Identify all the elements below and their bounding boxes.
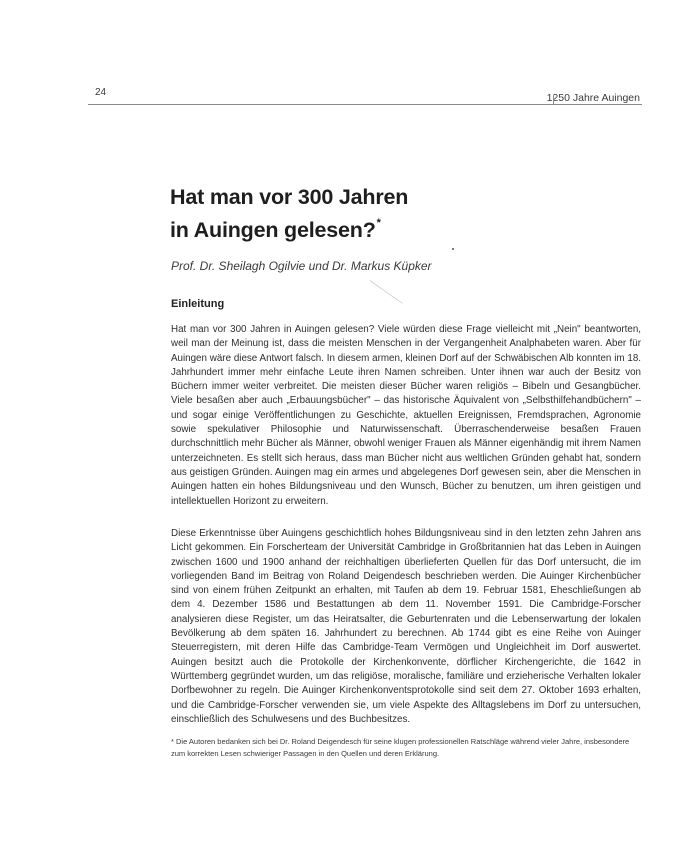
- scan-stray-line: [369, 280, 402, 304]
- section-heading: Einleitung: [171, 298, 225, 310]
- scan-speck: [452, 248, 454, 250]
- title-line-1: Hat man vor 300 Jahren: [170, 185, 409, 209]
- body-paragraph-1: Hat man vor 300 Jahren in Auingen gelesen? Viele würden diese Frage vielleicht mit „Nein" beantworten, weil man der Meinung ist, dass die meisten Menschen in der Vergangenheit Analphabeten waren. Aber für Auingen wäre diese Antwort falsch. In diesem armen, kleinen Dorf auf der Schwäbischen Alb konnten im 18. Jahrhundert immer mehr einfache Leute ihren Namen schreiben. Unter ihnen war auch der Besitz von Büchern immer weiter verbreitet. Die meisten dieser Bücher waren religiös – Bibeln und Gesangbücher. Viele besaßen aber auch „Erbauungsbücher" – das historische Äquivalent von „Selbsthilfehandbüchern" – und sogar einige Veröffentlichungen zu Geschichte, aktuellen Ereignissen, Fremdsprachen, Agronomie sowie spekulativer Philosophie und Naturwissenschaft. Überraschenderweise besaßen Frauen durchschnittlich mehr Bücher als Männer, obwohl weniger Frauen als Männer eigenhändig mit ihrem Namen unterzeichneten. Es stellt sich heraus, dass man Bücher nicht aus weltlichen Gründen gehabt hat, sondern aus geistigen Gründen. Auingen mag ein armes und abgelegenes Dorf gewesen sein, aber die Menschen in Auingen hatten ein hohes Bildungsniveau und den Wunsch, Bücher zu benutzen, um ihren geistigen und intellektuellen Horizont zu erweitern.: [171, 324, 641, 507]
- article-title: [170, 184, 530, 243]
- article-authors: Prof. Dr. Sheilagh Ogilvie und Dr. Markus Küpker: [171, 259, 432, 273]
- title-footnote-mark: *: [376, 217, 381, 229]
- header-rule-divider: [553, 95, 554, 105]
- title-line-2-text: in Auingen gelesen?: [170, 218, 376, 242]
- running-head: 1250 Jahre Auingen: [546, 92, 640, 104]
- header-rule: [88, 104, 642, 105]
- title-line-2: [170, 210, 530, 243]
- body-paragraph-2: Diese Erkenntnisse über Auingens geschichtlich hohes Bildungsniveau sind in den letzten zehn Jahren ans Licht gekommen. Ein Forscherteam der Universität Cambridge in Großbritannien hat das Leben in Auingen zwischen 1600 und 1900 anhand der reichhaltigen überlieferten Quellen für das Dorf untersucht, die im vorliegenden Band im Beitrag von Roland Deigendesch beschrieben werden. Die Auinger Kirchenbücher sind von einem frühen Zeitpunkt an erhalten, mit Taufen ab dem 19. Februar 1581, Eheschließungen ab dem 4. Dezember 1586 und Bestattungen ab dem 11. November 1591. Die Cambridge-Forscher analysieren diese Register, um das Heiratsalter, die Geburtenraten und die Lebenserwartung der lokalen Bevölkerung ab dem späten 16. Jahrhundert zu berechnen. Ab 1744 gibt es eine Reihe von Auinger Steuerregistern, mit deren Hilfe das Cambridge-Team Vermögen und Ungleichheit im Dorf auswertet. Auingen besitzt auch die Protokolle der Kirchenkonvente, dörflicher Kirchengerichte, die 1642 in Württemberg gegründet wurden, um das religiöse, moralische, familiäre und erzieherische Verhalten lokaler Dorfbewohner zu regeln. Die Auinger Kirchenkonventsprotokolle sind seit dem 27. Oktober 1693 erhalten, und die Cambridge-Forscher verwenden sie, um viele Aspekte des Alltagslebens im Dorf zu untersuchen, einschließlich des Schulwesens und des Buchbesitzes.: [171, 528, 641, 725]
- page-number: 24: [95, 87, 107, 98]
- footnote: * Die Autoren bedanken sich bei Dr. Roland Deigendesch für seine klugen professionellen Ratschläge während vieler Jahre, insbesondere zum korrekten Lesen schwieriger Passagen in den Quellen und deren Erklärung.: [171, 737, 630, 758]
